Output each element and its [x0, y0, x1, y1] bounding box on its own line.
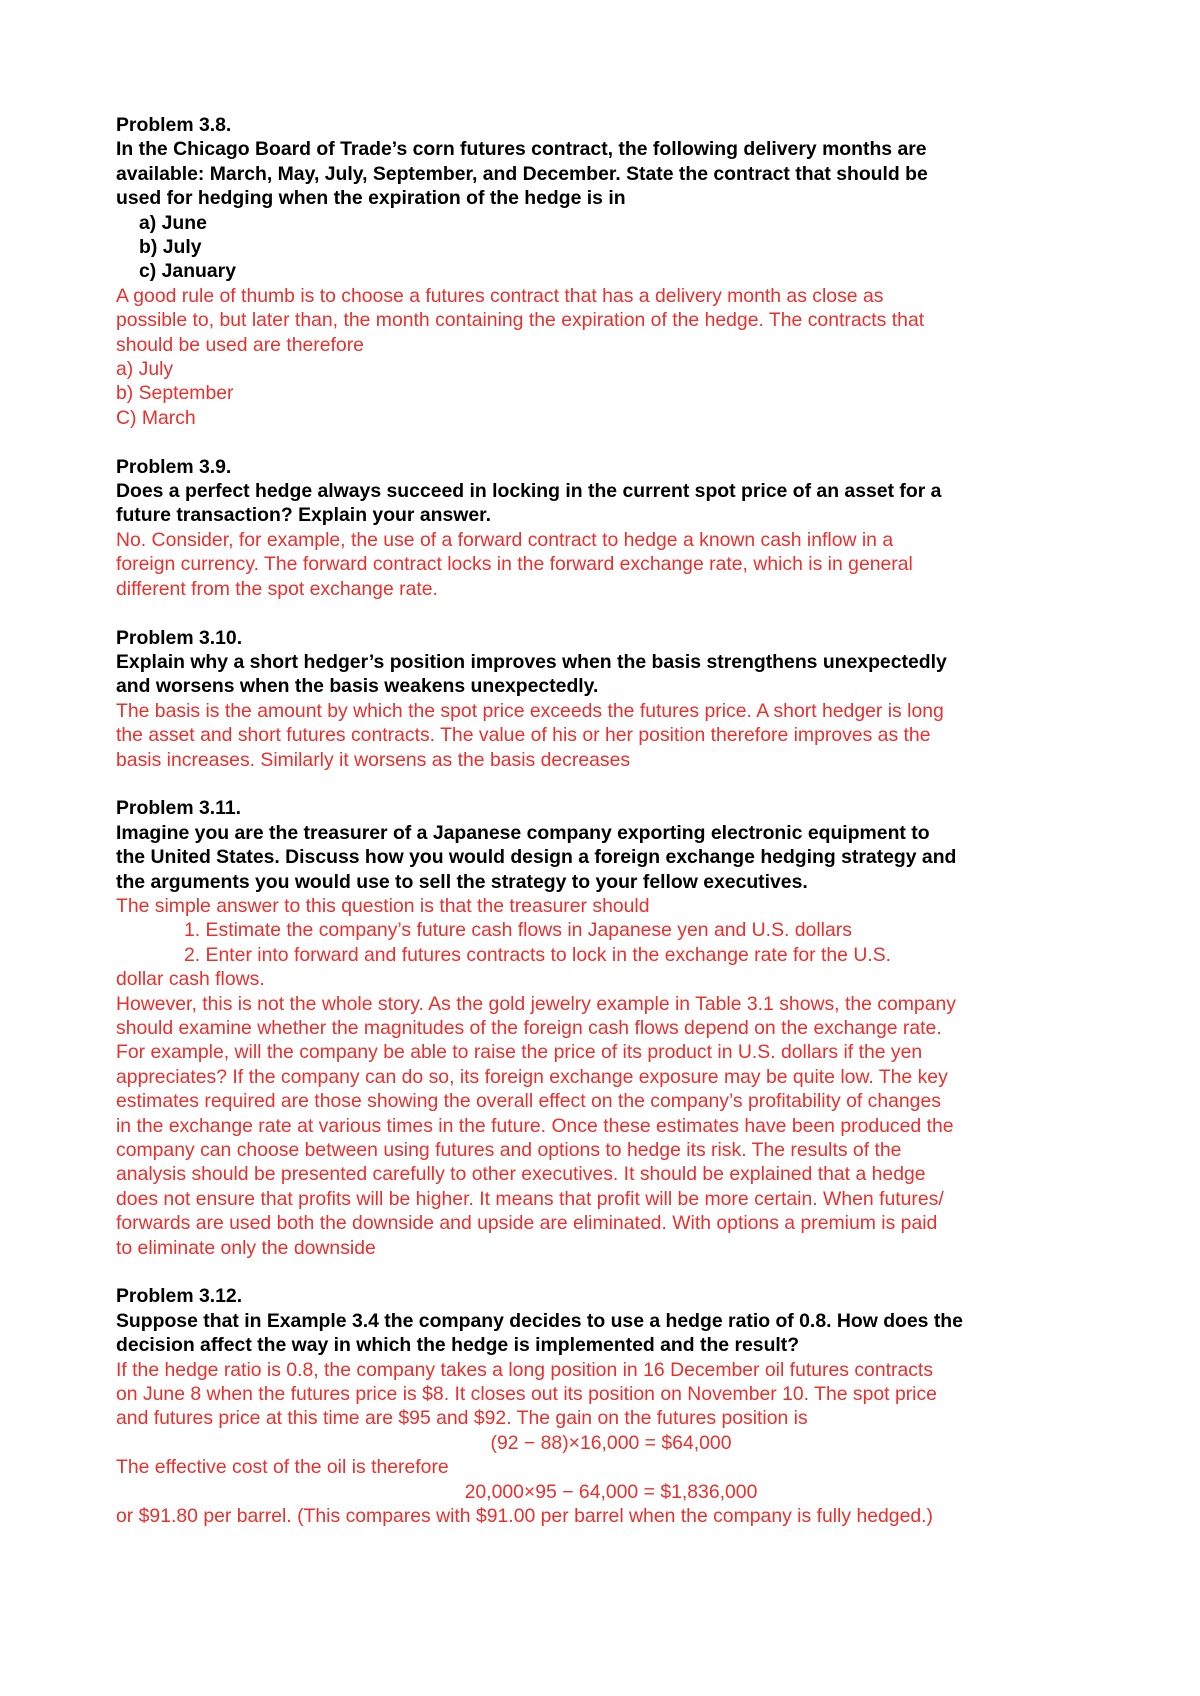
question-line: Suppose that in Example 3.4 the company decides to use a hedge ratio of 0.8. How does the: [116, 1309, 963, 1332]
problem-3-10: [116, 626, 1106, 772]
answer-line: For example, will the company be able to raise the price of its product in U.S. dollars if the yen: [116, 1041, 923, 1064]
answer-line: should examine whether the magnitudes of the foreign cash flows depend on the exchange rate.: [116, 1016, 942, 1039]
answer-line: appreciates? If the company can do so, its foreign exchange exposure may be quite low. The key: [116, 1065, 948, 1088]
problem-3-12: [116, 1284, 1106, 1528]
answer-line: analysis should be presented carefully to other executives. It should be explained that a hedge: [116, 1163, 926, 1186]
document-page: [116, 113, 1106, 1553]
problem-3-8: [116, 113, 1106, 430]
question-line: available: March, May, July, September, and December. State the contract that should be: [116, 162, 928, 185]
answer-line: the asset and short futures contracts. The value of his or her position therefore improves as the: [116, 724, 931, 747]
answer-line: forwards are used both the downside and upside are eliminated. With options a premium is paid: [116, 1212, 938, 1235]
answer-line: However, this is not the whole story. As the gold jewelry example in Table 3.1 shows, the company: [116, 992, 956, 1015]
question-line: the United States. Discuss how you would design a foreign exchange hedging strategy and: [116, 846, 957, 869]
answer-line: a) July: [116, 358, 174, 381]
answer-line: does not ensure that profits will be higher. It means that profit will be more certain. When futures/: [116, 1187, 944, 1210]
answer-line: The effective cost of the oil is therefore: [116, 1456, 449, 1479]
answer-line: company can choose between using futures and options to hedge its risk. The results of the: [116, 1139, 902, 1162]
answer-line: A good rule of thumb is to choose a futures contract that has a delivery month as close as: [116, 284, 884, 307]
problem-title: Problem 3.8.: [116, 114, 232, 136]
question-line: Imagine you are the treasurer of a Japanese company exporting electronic equipment to: [116, 821, 930, 844]
numbered-step: 2. Enter into forward and futures contracts to lock in the exchange rate for the U.S.: [184, 943, 892, 966]
answer-line: b) September: [116, 382, 234, 405]
answer-line: basis increases. Similarly it worsens as the basis decreases: [116, 748, 631, 771]
answer-line: C) March: [116, 406, 196, 429]
answer-line: should be used are therefore: [116, 333, 364, 356]
equation-cost: 20,000×95 − 64,000 = $1,836,000: [464, 1480, 758, 1503]
answer-line: on June 8 when the futures price is $8. It closes out its position on November 10. The spot price: [116, 1383, 937, 1406]
problem-title: Problem 3.10.: [116, 626, 243, 649]
numbered-step: 1. Estimate the company’s future cash flows in Japanese yen and U.S. dollars: [184, 919, 852, 942]
question-line: In the Chicago Board of Trade’s corn futures contract, the following delivery months are: [116, 138, 927, 161]
problem-title: Problem 3.9.: [116, 455, 232, 478]
answer-line: The basis is the amount by which the spot price exceeds the futures price. A short hedger is long: [116, 699, 944, 722]
question-line: the arguments you would use to sell the strategy to your fellow executives.: [116, 870, 808, 893]
answer-line: If the hedge ratio is 0.8, the company takes a long position in 16 December oil futures contracts: [116, 1358, 934, 1381]
question-line: future transaction? Explain your answer.: [116, 504, 491, 527]
question-line: used for hedging when the expiration of the hedge is in: [116, 187, 626, 210]
answer-line: in the exchange rate at various times in the future. Once these estimates have been produced the: [116, 1114, 954, 1137]
answer-line: dollar cash flows.: [116, 968, 265, 991]
question-line: decision affect the way in which the hedge is implemented and the result?: [116, 1334, 800, 1357]
answer-line: or $91.80 per barrel. (This compares with $91.00 per barrel when the company is fully hedged.): [116, 1505, 933, 1528]
question-line: Does a perfect hedge always succeed in locking in the current spot price of an asset for a: [116, 480, 942, 503]
answer-line: foreign currency. The forward contract locks in the forward exchange rate, which is in general: [116, 553, 913, 576]
option-item: b) July: [139, 236, 202, 259]
answer-line: possible to, but later than, the month containing the expiration of the hedge. The contracts that: [116, 309, 925, 332]
answer-line: to eliminate only the downside: [116, 1236, 376, 1259]
equation-gain: (92 − 88)×16,000 = $64,000: [490, 1431, 732, 1454]
question-line: and worsens when the basis weakens unexpectedly.: [116, 675, 599, 698]
answer-line: different from the spot exchange rate.: [116, 577, 438, 600]
answer-line: The simple answer to this question is that the treasurer should: [116, 894, 650, 917]
answer-line: No. Consider, for example, the use of a forward contract to hedge a known cash inflow in a: [116, 528, 894, 551]
problem-title: Problem 3.12.: [116, 1285, 243, 1308]
problem-title: Problem 3.11.: [116, 797, 242, 820]
answer-line: estimates required are those showing the overall effect on the company’s profitability of changes: [116, 1090, 941, 1113]
answer-line: and futures price at this time are $95 and $92. The gain on the futures position is: [116, 1407, 808, 1430]
option-item: c) January: [139, 260, 237, 283]
problem-3-11: [116, 796, 1106, 1260]
problem-3-9: [116, 455, 1106, 601]
question-line: Explain why a short hedger’s position improves when the basis strengthens unexpectedly: [116, 650, 947, 673]
option-item: a) June: [139, 211, 207, 234]
